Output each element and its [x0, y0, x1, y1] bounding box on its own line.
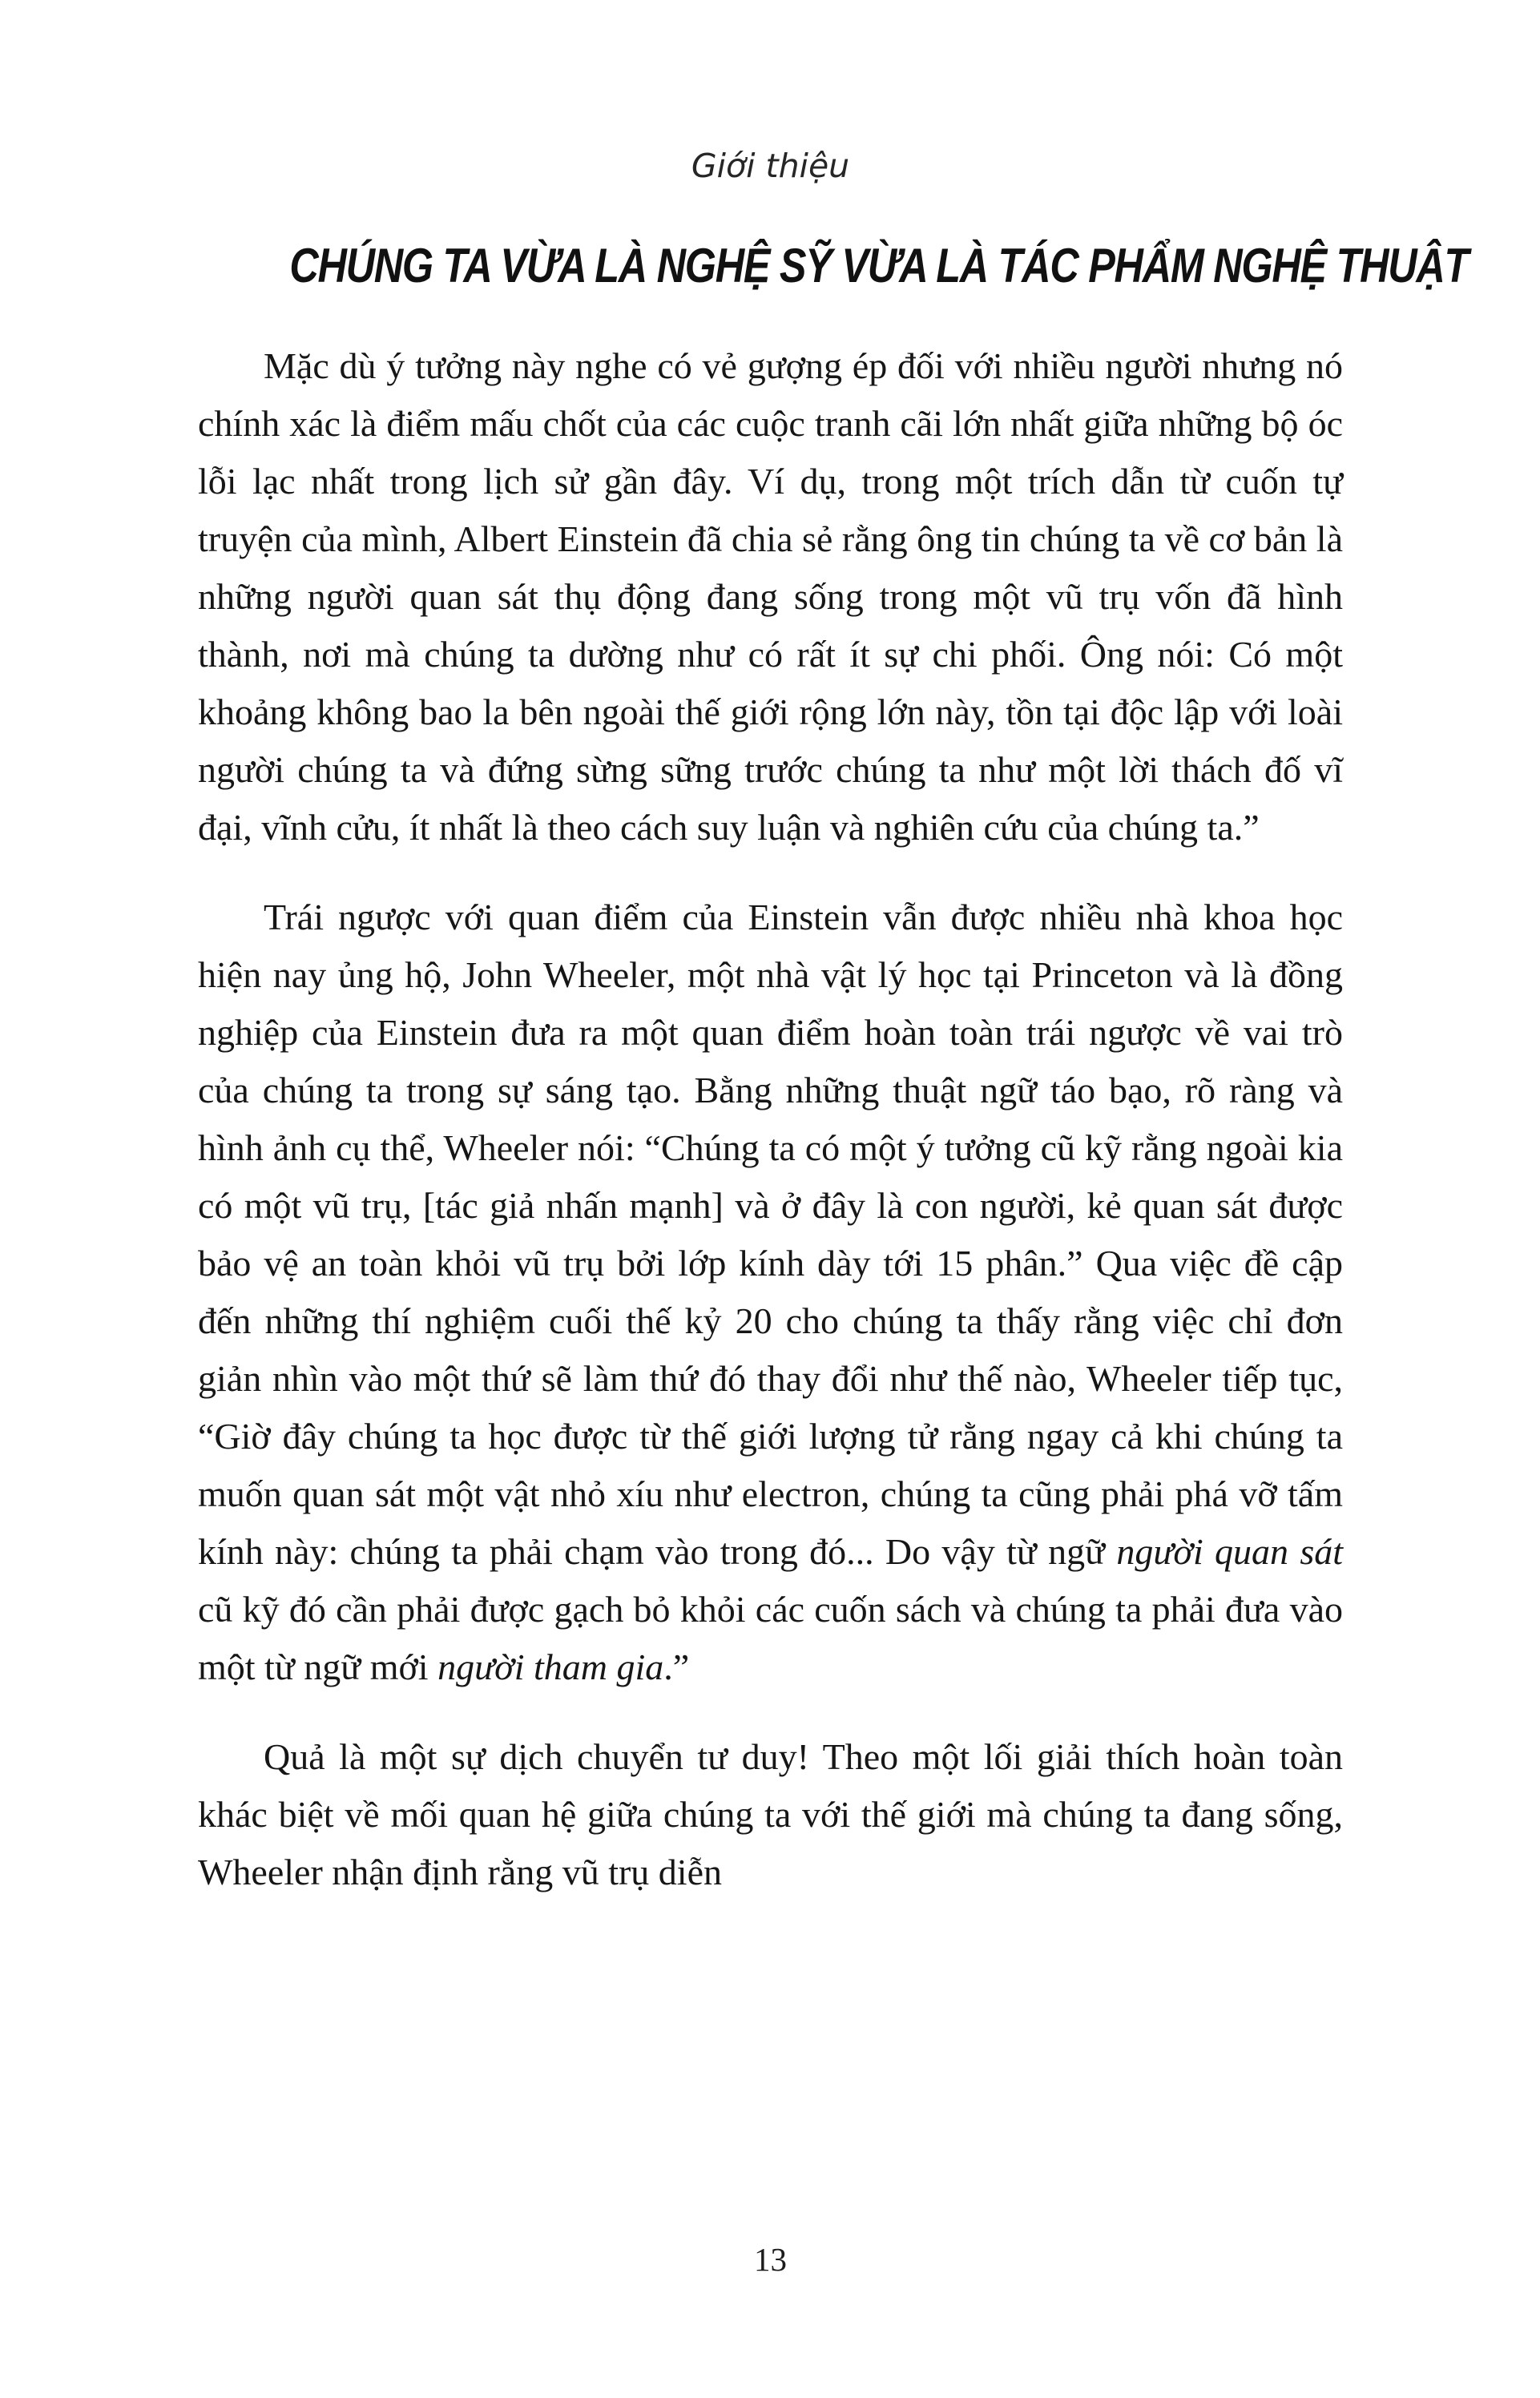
text-run: Trái ngược với quan điểm của Einstein vẫn được nhiều nhà khoa học hiện nay ủng hộ, John Wheeler, một nhà vật lý học tại Princeton và là đồng nghiệp của Einstein đưa ra một quan điểm hoàn toàn trái ngược về vai trò của chúng ta trong sự sáng tạo. Bằng những thuật ngữ táo bạo, rõ ràng và hình ảnh cụ thể, Wheeler nói: “Chúng ta có một ý tưởng cũ kỹ rằng ngoài kia có một vũ trụ, [tác giả nhấn mạnh] và ở đây là con người, kẻ quan sát được bảo vệ an toàn khỏi vũ trụ bởi lớp kính dày tới 15 phân.” Qua việc đề cập đến những thí nghiệm cuối thế kỷ 20 cho chúng ta thấy rằng việc chỉ đơn giản nhìn vào một thứ sẽ làm thứ đó thay đổi như thế nào, Wheeler tiếp tục, “Giờ đây chúng ta học được từ thế giới lượng tử rằng ngay cả khi chúng ta muốn quan sát một vật nhỏ xíu như electron, chúng ta cũng phải phá vỡ tấm kính này: chúng ta phải chạm vào trong đó... Do vậy từ ngữ — [198, 897, 1343, 1572]
paragraph — [198, 889, 1343, 1696]
body-text — [198, 337, 1343, 1901]
paragraph — [198, 1728, 1343, 1901]
text-run: cũ kỹ đó cần phải được gạch bỏ khỏi các cuốn sách và chúng ta phải đưa vào một từ ngữ mới — [198, 1589, 1343, 1687]
emphasis-term: người quan sát — [1116, 1531, 1344, 1572]
running-header: Giới thiệu — [691, 147, 850, 185]
page-number: 13 — [754, 2241, 787, 2278]
text-run: Mặc dù ý tưởng này nghe có vẻ gượng ép đối với nhiều người nhưng nó chính xác là điểm mấu chốt của các cuộc tranh cãi lớn nhất giữa những bộ óc lỗi lạc nhất trong lịch sử gần đây. Ví dụ, trong một trích dẫn từ cuốn tự truyện của mình, Albert Einstein đã chia sẻ rằng ông tin chúng ta về cơ bản là những người quan sát thụ động đang sống trong một vũ trụ vốn đã hình thành, nơi mà chúng ta dường như có rất ít sự chi phối. Ông nói: Có một khoảng không bao la bên ngoài thế giới rộng lớn này, tồn tại độc lập với loài người chúng ta và đứng sừng sững trước chúng ta như một lời thách đố vĩ đại, vĩnh cửu, ít nhất là theo cách suy luận và nghiên cứu của chúng ta.” — [198, 345, 1343, 848]
section-title: CHÚNG TA VỪA LÀ NGHỆ SỸ VỪA LÀ TÁC PHẨM NGHỆ THUẬT — [289, 239, 1469, 292]
text-run: .” — [663, 1646, 690, 1687]
text-run: Quả là một sự dịch chuyển tư duy! Theo một lối giải thích hoàn toàn khác biệt về mối quan hệ giữa chúng ta với thế giới mà chúng ta đang sống, Wheeler nhận định rằng vũ trụ diễn — [198, 1736, 1343, 1892]
paragraph — [198, 337, 1343, 856]
emphasis-term: người tham gia — [437, 1646, 664, 1687]
